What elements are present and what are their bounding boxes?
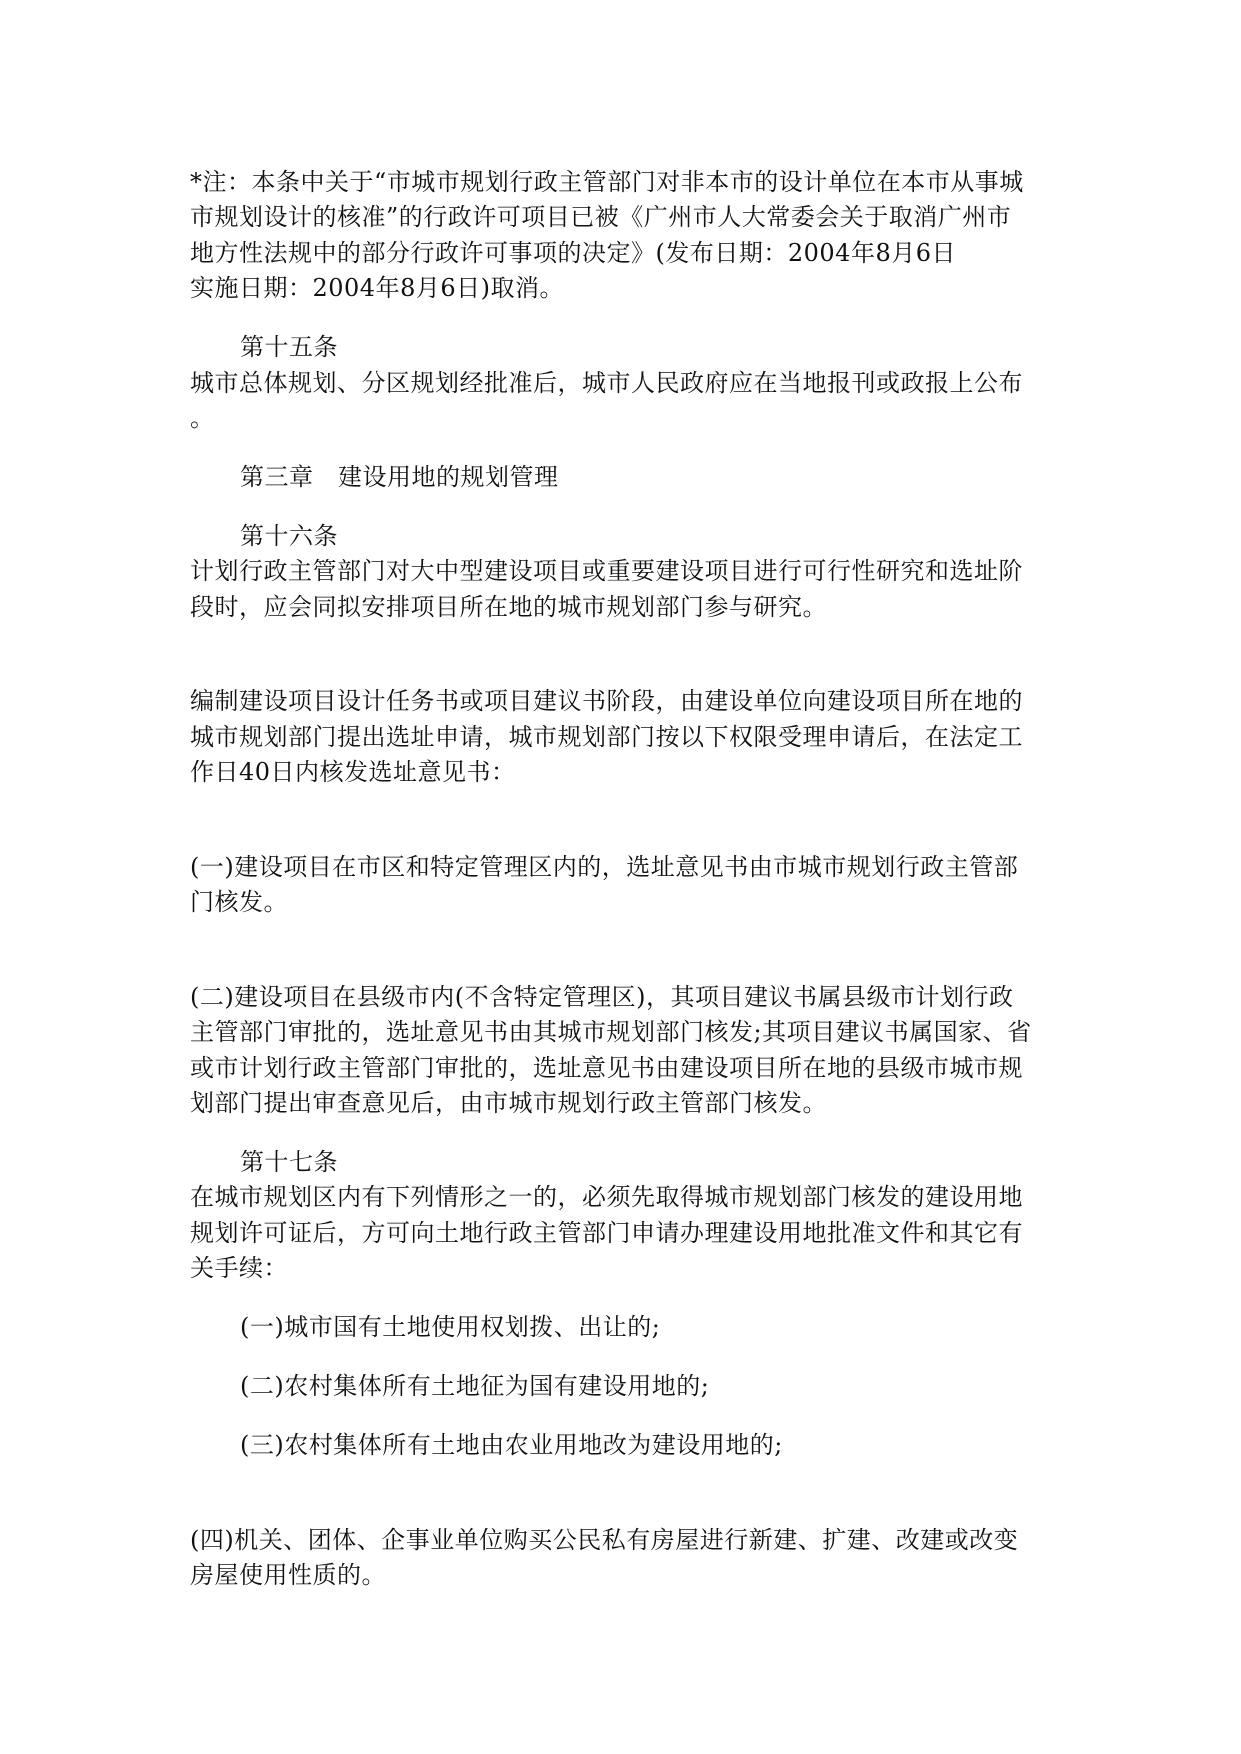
article-16-item-2-line-4: 划部门提出审查意见后，由市城市规划行政主管部门核发。 bbox=[190, 1089, 827, 1117]
article-16-line-1: 计划行政主管部门对大中型建设项目或重要建设项目进行可行性研究和选址阶 bbox=[190, 557, 1023, 585]
article-17-line-3: 关手续： bbox=[190, 1254, 288, 1282]
note-line-2: 市规划设计的核准”的行政许可项目已被《广州市人大常委会关于取消广州市 bbox=[190, 203, 1012, 231]
chapter-3-heading: 第三章 建设用地的规划管理 bbox=[240, 463, 559, 491]
article-16-para2-line-3: 作日40日内核发选址意见书： bbox=[190, 758, 516, 786]
article-16-item-2-line-2: 主管部门审批的，选址意见书由其城市规划部门核发;其项目建议书属国家、省 bbox=[190, 1018, 1032, 1046]
article-17-item-4-line-2: 房屋使用性质的。 bbox=[190, 1561, 386, 1589]
article-17-item-2: (二)农村集体所有土地征为国有建设用地的; bbox=[240, 1372, 710, 1400]
article-17-item-4-line-1: (四)机关、团体、企事业单位购买公民私有房屋进行新建、扩建、改建或改变 bbox=[190, 1526, 1019, 1554]
note-line-4: 实施日期：2004年8月6日)取消。 bbox=[190, 274, 564, 302]
article-15-line-1: 城市总体规划、分区规划经批准后，城市人民政府应在当地报刊或政报上公布 bbox=[190, 369, 1023, 397]
article-17-item-1: (一)城市国有土地使用权划拨、出让的; bbox=[240, 1313, 661, 1341]
article-17-line-2: 规划许可证后，方可向土地行政主管部门申请办理建设用地批准文件和其它有 bbox=[190, 1219, 1023, 1247]
article-15-heading: 第十五条 bbox=[240, 333, 338, 361]
article-17-heading: 第十七条 bbox=[240, 1148, 338, 1176]
article-16-heading: 第十六条 bbox=[240, 522, 338, 550]
note-line-3: 地方性法规中的部分行政许可事项的决定》(发布日期：2004年8月6日 bbox=[190, 239, 956, 267]
article-16-item-1-line-1: (一)建设项目在市区和特定管理区内的，选址意见书由市城市规划行政主管部 bbox=[190, 853, 1019, 881]
article-16-item-1-line-2: 门核发。 bbox=[190, 888, 288, 916]
article-16-item-2-line-3: 或市计划行政主管部门审批的，选址意见书由建设项目所在地的县级市城市规 bbox=[190, 1054, 1023, 1082]
article-16-para2-line-1: 编制建设项目设计任务书或项目建议书阶段，由建设单位向建设项目所在地的 bbox=[190, 687, 1023, 715]
article-17-line-1: 在城市规划区内有下列情形之一的，必须先取得城市规划部门核发的建设用地 bbox=[190, 1183, 1023, 1211]
article-16-line-2: 段时，应会同拟安排项目所在地的城市规划部门参与研究。 bbox=[190, 593, 827, 621]
article-16-item-2-line-1: (二)建设项目在县级市内(不含特定管理区)，其项目建议书属县级市计划行政 bbox=[190, 983, 1014, 1011]
article-15-line-2: 。 bbox=[190, 404, 215, 432]
article-17-item-3: (三)农村集体所有土地由农业用地改为建设用地的; bbox=[240, 1431, 783, 1459]
note-line-1: *注：本条中关于“市城市规划行政主管部门对非本市的设计单位在本市从事城 bbox=[190, 168, 1024, 196]
article-16-para2-line-2: 城市规划部门提出选址申请，城市规划部门按以下权限受理申请后，在法定工 bbox=[190, 723, 1023, 751]
